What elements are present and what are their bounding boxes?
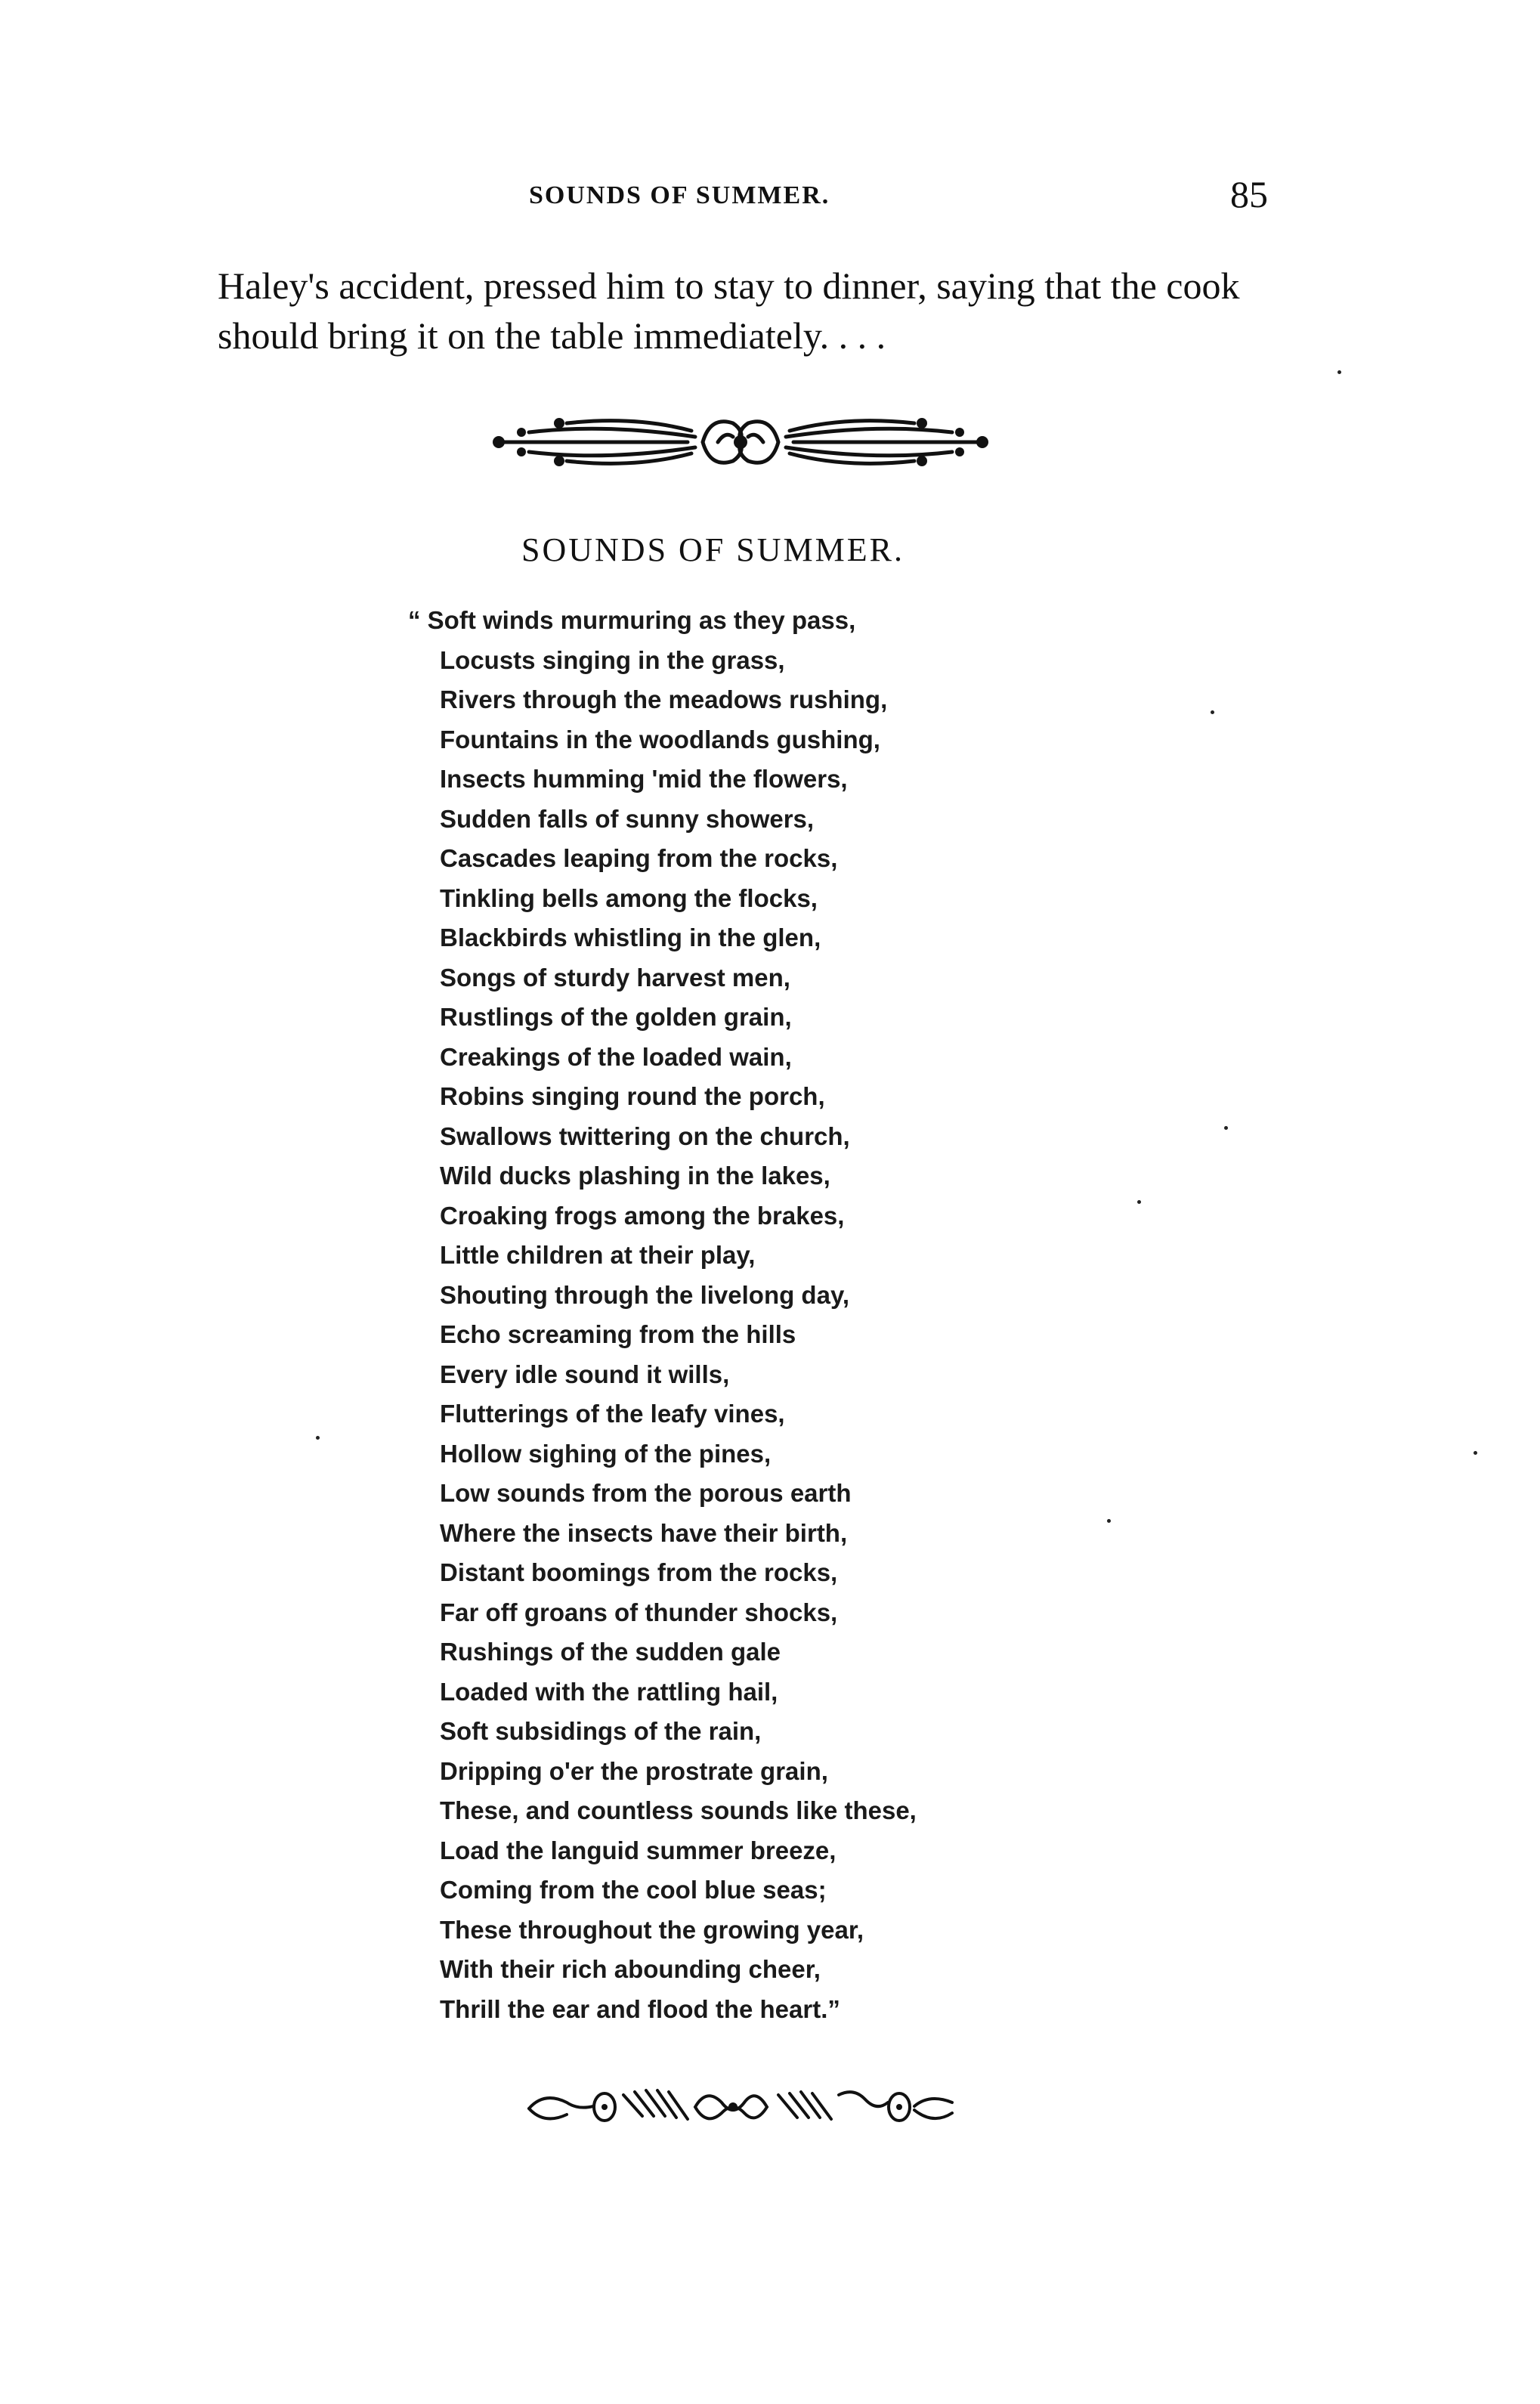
poem-line: Sudden falls of sunny showers, (440, 804, 815, 833)
poem-line: Coming from the cool blue seas; (440, 1876, 827, 1904)
poem-line: These throughout the growing year, (440, 1915, 864, 1944)
ink-speck (1211, 710, 1214, 714)
ink-speck (1107, 1519, 1111, 1523)
poem-line: Robins singing round the porch, (440, 1082, 825, 1110)
poem-line: Dripping o'er the prostrate grain, (440, 1756, 828, 1785)
ink-speck (1224, 1126, 1228, 1130)
poem-line: Rustlings of the golden grain, (440, 1003, 792, 1031)
scroll-flourish-ornament (484, 401, 997, 484)
poem-line: Shouting through the livelong day, (440, 1280, 850, 1309)
ink-speck (1337, 370, 1341, 374)
poem-line: These, and countless sounds like these, (440, 1796, 917, 1824)
poem-line: Flutterings of the leafy vines, (440, 1400, 785, 1428)
poem-line: Soft subsidings of the rain, (440, 1717, 762, 1745)
poem-line: With their rich abounding cheer, (440, 1955, 821, 1983)
poem-line: Fountains in the woodlands gushing, (440, 725, 880, 753)
ink-speck (1137, 1200, 1141, 1204)
tailpiece-ornament (521, 2080, 960, 2133)
poem-line: Little children at their play, (440, 1241, 756, 1269)
poem-line: Cascades leaping from the rocks, (440, 844, 838, 872)
prose-text: Haley's accident, pressed him to stay to dinner, saying that the cook should bring it on the table immediately. . . . (218, 265, 1240, 357)
poem-title: SOUNDS OF SUMMER. (521, 531, 905, 568)
page-number: 85 (1230, 173, 1268, 215)
poem-line: Rivers through the meadows rushing, (440, 685, 888, 713)
poem-line: Swallows twittering on the church, (440, 1122, 850, 1150)
poem-line: Croaking frogs among the brakes, (440, 1201, 845, 1230)
poem-line: Creakings of the loaded wain, (440, 1042, 792, 1071)
poem-line: Locusts singing in the grass, (440, 645, 785, 674)
poem-line: Low sounds from the porous earth (440, 1479, 852, 1507)
poem-line: Insects humming 'mid the flowers, (440, 765, 848, 793)
running-head: SOUNDS OF SUMMER. (529, 181, 830, 209)
poem-line: Loaded with the rattling hail, (440, 1677, 778, 1706)
poem-body (408, 601, 1088, 2029)
poem-line: Every idle sound it wills, (440, 1360, 730, 1388)
prose-paragraph (218, 261, 1291, 360)
poem-line: Thrill the ear and flood the heart.” (440, 1994, 840, 2023)
poem-line: “ Soft winds murmuring as they pass, (408, 606, 856, 634)
ink-speck (1474, 1451, 1477, 1455)
poem-line: Where the insects have their birth, (440, 1518, 848, 1547)
poem-line: Hollow sighing of the pines, (440, 1439, 772, 1468)
poem-line: Blackbirds whistling in the glen, (440, 924, 821, 951)
ink-speck (316, 1436, 320, 1440)
poem-line: Wild ducks plashing in the lakes, (440, 1162, 830, 1190)
poem-line: Far off groans of thunder shocks, (440, 1598, 838, 1626)
poem-line: Echo screaming from the hills (440, 1320, 796, 1348)
poem-line: Songs of sturdy harvest men, (440, 963, 790, 992)
poem-line: Distant boomings from the rocks, (440, 1558, 838, 1586)
poem-line: Tinkling bells among the flocks, (440, 883, 818, 912)
poem-line: Load the languid summer breeze, (440, 1836, 836, 1864)
poem-line: Rushings of the sudden gale (440, 1638, 781, 1666)
